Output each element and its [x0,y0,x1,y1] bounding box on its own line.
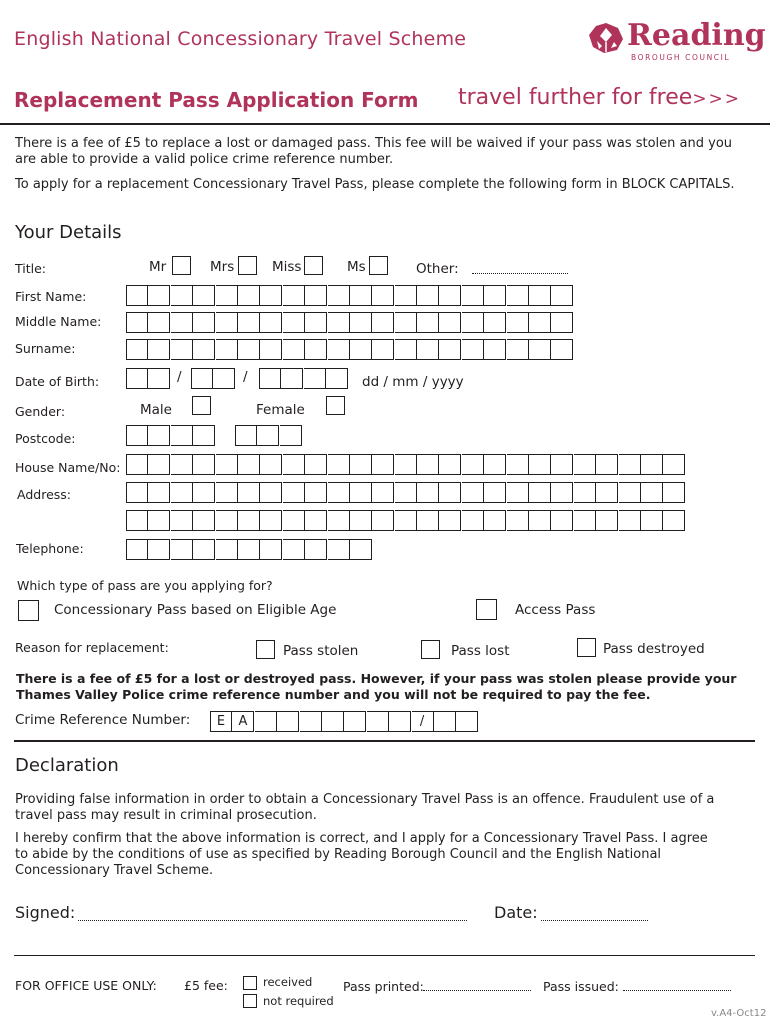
postcode-outward-field[interactable] [126,425,216,446]
tagline [458,85,741,110]
char-box[interactable] [596,482,618,503]
char-box[interactable] [305,454,327,475]
char-box[interactable] [619,482,641,503]
reason-stolen-label: Pass stolen [283,643,359,659]
char-box[interactable] [259,368,281,389]
char-box[interactable] [260,482,282,503]
char-box[interactable] [126,312,148,333]
char-box[interactable] [439,454,461,475]
char-box[interactable] [257,425,279,446]
char-box[interactable] [372,285,394,306]
char-box[interactable] [300,711,322,732]
char-box[interactable] [574,510,596,531]
char-box[interactable] [238,312,260,333]
middle-name-field[interactable] [126,312,574,333]
char-box[interactable] [216,539,238,560]
char-box[interactable] [148,339,170,360]
char-box[interactable] [238,339,260,360]
char-box[interactable] [126,339,148,360]
char-box[interactable] [283,510,305,531]
char-box[interactable] [417,482,439,503]
declaration-warning: Providing false information in order to obtain a Concessionary Travel Pass is an offence. Fraudulent use of a travel pass may result in criminal prosecution. [15,792,715,823]
char-box[interactable] [235,425,257,446]
char-box[interactable] [507,285,529,306]
title-mr-label: Mr [149,259,167,275]
reason-lost-label: Pass lost [451,643,510,659]
char-box[interactable] [283,285,305,306]
title-ms-checkbox[interactable] [369,256,388,275]
reason-label: Reason for replacement: [15,640,169,655]
char-box[interactable] [462,510,484,531]
char-box[interactable] [395,312,417,333]
telephone-field[interactable] [126,539,372,560]
char-box[interactable] [283,539,305,560]
gender-male-checkbox[interactable] [192,396,211,415]
char-box[interactable] [305,285,327,306]
char-box[interactable] [148,425,170,446]
char-box[interactable] [193,539,215,560]
char-box[interactable] [255,711,277,732]
char-box[interactable] [551,482,573,503]
char-box[interactable] [551,339,573,360]
char-box[interactable] [328,339,350,360]
char-box[interactable] [260,539,282,560]
char-box[interactable] [439,339,461,360]
char-box[interactable] [462,312,484,333]
char-box[interactable] [641,482,663,503]
char-box[interactable] [238,482,260,503]
char-box[interactable] [484,454,506,475]
fee-not-required-checkbox[interactable] [243,994,257,1008]
char-box[interactable] [148,539,170,560]
dob-separator-1: / [177,369,182,385]
char-box[interactable] [350,285,372,306]
char-box[interactable] [439,482,461,503]
address-line-1-field[interactable] [126,482,686,503]
char-box[interactable] [126,539,148,560]
char-box[interactable] [641,454,663,475]
char-box[interactable] [126,285,148,306]
address-label: Address: [17,487,71,502]
pass-issued-field[interactable] [623,990,731,991]
char-box[interactable] [529,482,551,503]
office-fee-label: £5 fee: [184,978,228,993]
signature-field[interactable] [78,920,467,921]
dob-format-hint: dd / mm / yyyy [362,374,464,390]
access-pass-checkbox[interactable] [476,599,497,620]
char-box[interactable] [283,339,305,360]
char-box[interactable] [372,454,394,475]
char-box[interactable] [238,539,260,560]
title-miss-checkbox[interactable] [304,256,323,275]
date-label: Date: [494,903,538,922]
surname-field[interactable] [126,339,574,360]
dob-separator-2: / [243,369,248,385]
reason-destroyed-checkbox[interactable] [577,638,596,657]
instructions-paragraph: To apply for a replacement Concessionary Travel Pass, please complete the following form in BLOCK CAPITALS. [15,177,735,192]
char-box[interactable] [462,482,484,503]
char-box[interactable] [260,339,282,360]
pass-type-question: Which type of pass are you applying for? [17,578,273,593]
char-box[interactable] [484,312,506,333]
char-box[interactable] [395,482,417,503]
char-box[interactable] [663,482,685,503]
form-title: Replacement Pass Application Form [14,88,419,112]
char-box[interactable] [171,285,193,306]
access-pass-label: Access Pass [515,602,596,618]
char-box[interactable] [350,510,372,531]
char-box[interactable] [171,539,193,560]
first-name-label: First Name: [15,289,87,304]
char-box[interactable] [395,285,417,306]
reading-logo-icon [588,22,624,58]
char-box[interactable] [283,482,305,503]
char-box[interactable] [462,285,484,306]
char-box[interactable] [507,312,529,333]
char-box[interactable] [260,510,282,531]
char-box[interactable] [305,339,327,360]
char-box[interactable] [171,454,193,475]
char-box[interactable] [395,454,417,475]
title-mrs-label: Mrs [210,259,235,275]
char-box[interactable] [439,285,461,306]
char-box[interactable] [372,339,394,360]
char-box[interactable] [619,510,641,531]
char-box[interactable] [193,285,215,306]
char-box[interactable] [322,711,344,732]
char-box[interactable] [328,285,350,306]
char-box[interactable] [328,482,350,503]
crime-ref-separator: / [412,711,434,732]
first-name-field[interactable] [126,285,574,306]
char-box[interactable] [574,454,596,475]
char-box[interactable] [529,312,551,333]
title-other-label: Other: [416,261,459,277]
char-box[interactable] [574,482,596,503]
char-box[interactable] [596,510,618,531]
char-box[interactable] [126,368,148,389]
middle-name-label: Middle Name: [15,314,102,329]
house-label: House Name/No: [15,460,121,475]
char-box[interactable] [350,339,372,360]
char-box[interactable] [216,312,238,333]
dob-year-field[interactable] [259,368,349,389]
char-box[interactable] [395,510,417,531]
char-box[interactable] [417,339,439,360]
char-box[interactable] [663,454,685,475]
char-box[interactable] [507,510,529,531]
char-box[interactable] [126,482,148,503]
fee-received-label: received [263,975,313,989]
char-box[interactable] [126,425,148,446]
age-pass-checkbox[interactable] [18,600,39,621]
char-box[interactable] [551,454,573,475]
declaration-divider [14,740,755,742]
char-box[interactable] [126,510,148,531]
char-box[interactable] [456,711,478,732]
fee-not-required-label: not required [263,994,334,1008]
char-box[interactable] [372,510,394,531]
char-box[interactable] [367,711,389,732]
char-box[interactable] [350,312,372,333]
char-box[interactable] [305,312,327,333]
title-mr-checkbox[interactable] [172,256,191,275]
fee-paragraph: There is a fee of £5 to replace a lost or damaged pass. This fee will be waived if your pass was stolen and you are able to provide a valid police crime reference number. [15,136,733,167]
char-box[interactable] [148,285,170,306]
gender-male-label: Male [140,402,172,418]
reason-lost-checkbox[interactable] [421,640,440,659]
tagline-text: travel further for free [458,85,693,110]
char-box[interactable] [328,312,350,333]
crime-ref-prefix-char: E [210,711,232,732]
char-box[interactable] [484,285,506,306]
pass-printed-field[interactable] [423,990,531,991]
char-box[interactable] [328,539,350,560]
char-box[interactable] [148,312,170,333]
char-box[interactable] [434,711,456,732]
char-box[interactable] [193,425,215,446]
char-box[interactable] [238,285,260,306]
fee-received-checkbox[interactable] [243,976,257,990]
title-miss-label: Miss [272,259,302,275]
char-box[interactable] [213,368,235,389]
gender-label: Gender: [15,404,66,419]
postcode-label: Postcode: [15,431,76,446]
crime-ref-prefix-char: A [232,711,254,732]
gender-female-label: Female [256,402,305,418]
title-label: Title: [15,261,46,276]
postcode-inward-field[interactable] [235,425,302,446]
char-box[interactable] [551,312,573,333]
char-box[interactable] [126,454,148,475]
char-box[interactable] [191,368,213,389]
char-box[interactable] [350,454,372,475]
office-divider [14,955,755,956]
pass-printed-label: Pass printed: [343,979,424,994]
char-box[interactable] [529,339,551,360]
char-box[interactable] [417,454,439,475]
char-box[interactable] [596,454,618,475]
char-box[interactable] [372,312,394,333]
char-box[interactable] [171,482,193,503]
crime-ref-label: Crime Reference Number: [15,712,191,728]
char-box[interactable] [507,482,529,503]
char-box[interactable] [395,339,417,360]
char-box[interactable] [304,368,326,389]
char-box[interactable] [551,510,573,531]
telephone-label: Telephone: [16,541,84,556]
char-box[interactable] [328,454,350,475]
char-box[interactable] [281,368,303,389]
char-box[interactable] [280,425,302,446]
char-box[interactable] [507,454,529,475]
your-details-heading: Your Details [15,222,122,243]
char-box[interactable] [171,425,193,446]
dob-label: Date of Birth: [15,374,100,389]
declaration-confirm: I hereby confirm that the above information is correct, and I apply for a Concessionary Travel Pass. I agree to abide by the conditions of use as specified by Reading Borough Council and the English National Concessionary Travel Scheme. [15,831,708,878]
logo-wordmark: Reading [627,18,766,53]
char-box[interactable] [529,510,551,531]
char-box[interactable] [663,510,685,531]
char-box[interactable] [484,339,506,360]
char-box[interactable] [641,510,663,531]
office-use-label: FOR OFFICE USE ONLY: [15,978,157,993]
char-box[interactable] [372,482,394,503]
crime-fee-note: There is a fee of £5 for a lost or destroyed pass. However, if your pass was stolen please provide your Thames Valley Police crime reference number and you will not be required to pay the fee. [16,671,737,702]
logo-subtitle: BOROUGH COUNCIL [631,53,731,62]
char-box[interactable] [193,312,215,333]
char-box[interactable] [148,482,170,503]
char-box[interactable] [277,711,299,732]
house-field[interactable] [126,454,686,475]
header-divider [0,123,770,125]
char-box[interactable] [216,482,238,503]
char-box[interactable] [619,454,641,475]
char-box[interactable] [216,285,238,306]
signed-label: Signed: [15,903,76,922]
char-box[interactable] [283,454,305,475]
char-box[interactable] [439,510,461,531]
char-box[interactable] [216,510,238,531]
declaration-heading: Declaration [15,755,119,776]
char-box[interactable] [507,339,529,360]
char-box[interactable] [305,510,327,531]
char-box[interactable] [417,312,439,333]
char-box[interactable] [462,339,484,360]
char-box[interactable] [260,312,282,333]
pass-issued-label: Pass issued: [543,979,619,994]
char-box[interactable] [193,510,215,531]
char-box[interactable] [484,482,506,503]
char-box[interactable] [216,339,238,360]
date-field[interactable] [541,920,648,921]
char-box[interactable] [328,510,350,531]
char-box[interactable] [171,312,193,333]
char-box[interactable] [305,539,327,560]
char-box[interactable] [193,339,215,360]
age-pass-label: Concessionary Pass based on Eligible Age [54,602,337,618]
char-box[interactable] [389,711,411,732]
char-box[interactable] [171,339,193,360]
char-box[interactable] [238,454,260,475]
title-mrs-checkbox[interactable] [238,256,257,275]
char-box[interactable] [193,482,215,503]
char-box[interactable] [148,510,170,531]
char-box[interactable] [326,368,348,389]
dob-day-field[interactable] [126,368,171,389]
char-box[interactable] [148,454,170,475]
char-box[interactable] [305,482,327,503]
char-box[interactable] [350,539,372,560]
reason-destroyed-label: Pass destroyed [603,641,705,657]
char-box[interactable] [283,312,305,333]
char-box[interactable] [216,454,238,475]
char-box[interactable] [551,285,573,306]
char-box[interactable] [193,454,215,475]
dob-month-field[interactable] [191,368,236,389]
gender-female-checkbox[interactable] [326,396,345,415]
char-box[interactable] [350,482,372,503]
char-box[interactable] [238,510,260,531]
char-box[interactable] [462,454,484,475]
title-ms-label: Ms [347,259,366,275]
char-box[interactable] [529,454,551,475]
surname-label: Surname: [15,341,76,356]
char-box[interactable] [260,454,282,475]
title-other-field[interactable] [472,273,568,274]
char-box[interactable] [260,285,282,306]
char-box[interactable] [417,510,439,531]
char-box[interactable] [148,368,170,389]
scheme-title: English National Concessionary Travel Scheme [14,28,467,50]
reason-stolen-checkbox[interactable] [256,640,275,659]
address-line-2-field[interactable] [126,510,686,531]
char-box[interactable] [529,285,551,306]
char-box[interactable] [417,285,439,306]
char-box[interactable] [171,510,193,531]
crime-ref-field[interactable] [210,711,479,732]
char-box[interactable] [439,312,461,333]
tagline-arrows: >>> [692,89,742,109]
char-box[interactable] [344,711,366,732]
version-label: v.A4-Oct12 [711,1008,767,1019]
char-box[interactable] [484,510,506,531]
